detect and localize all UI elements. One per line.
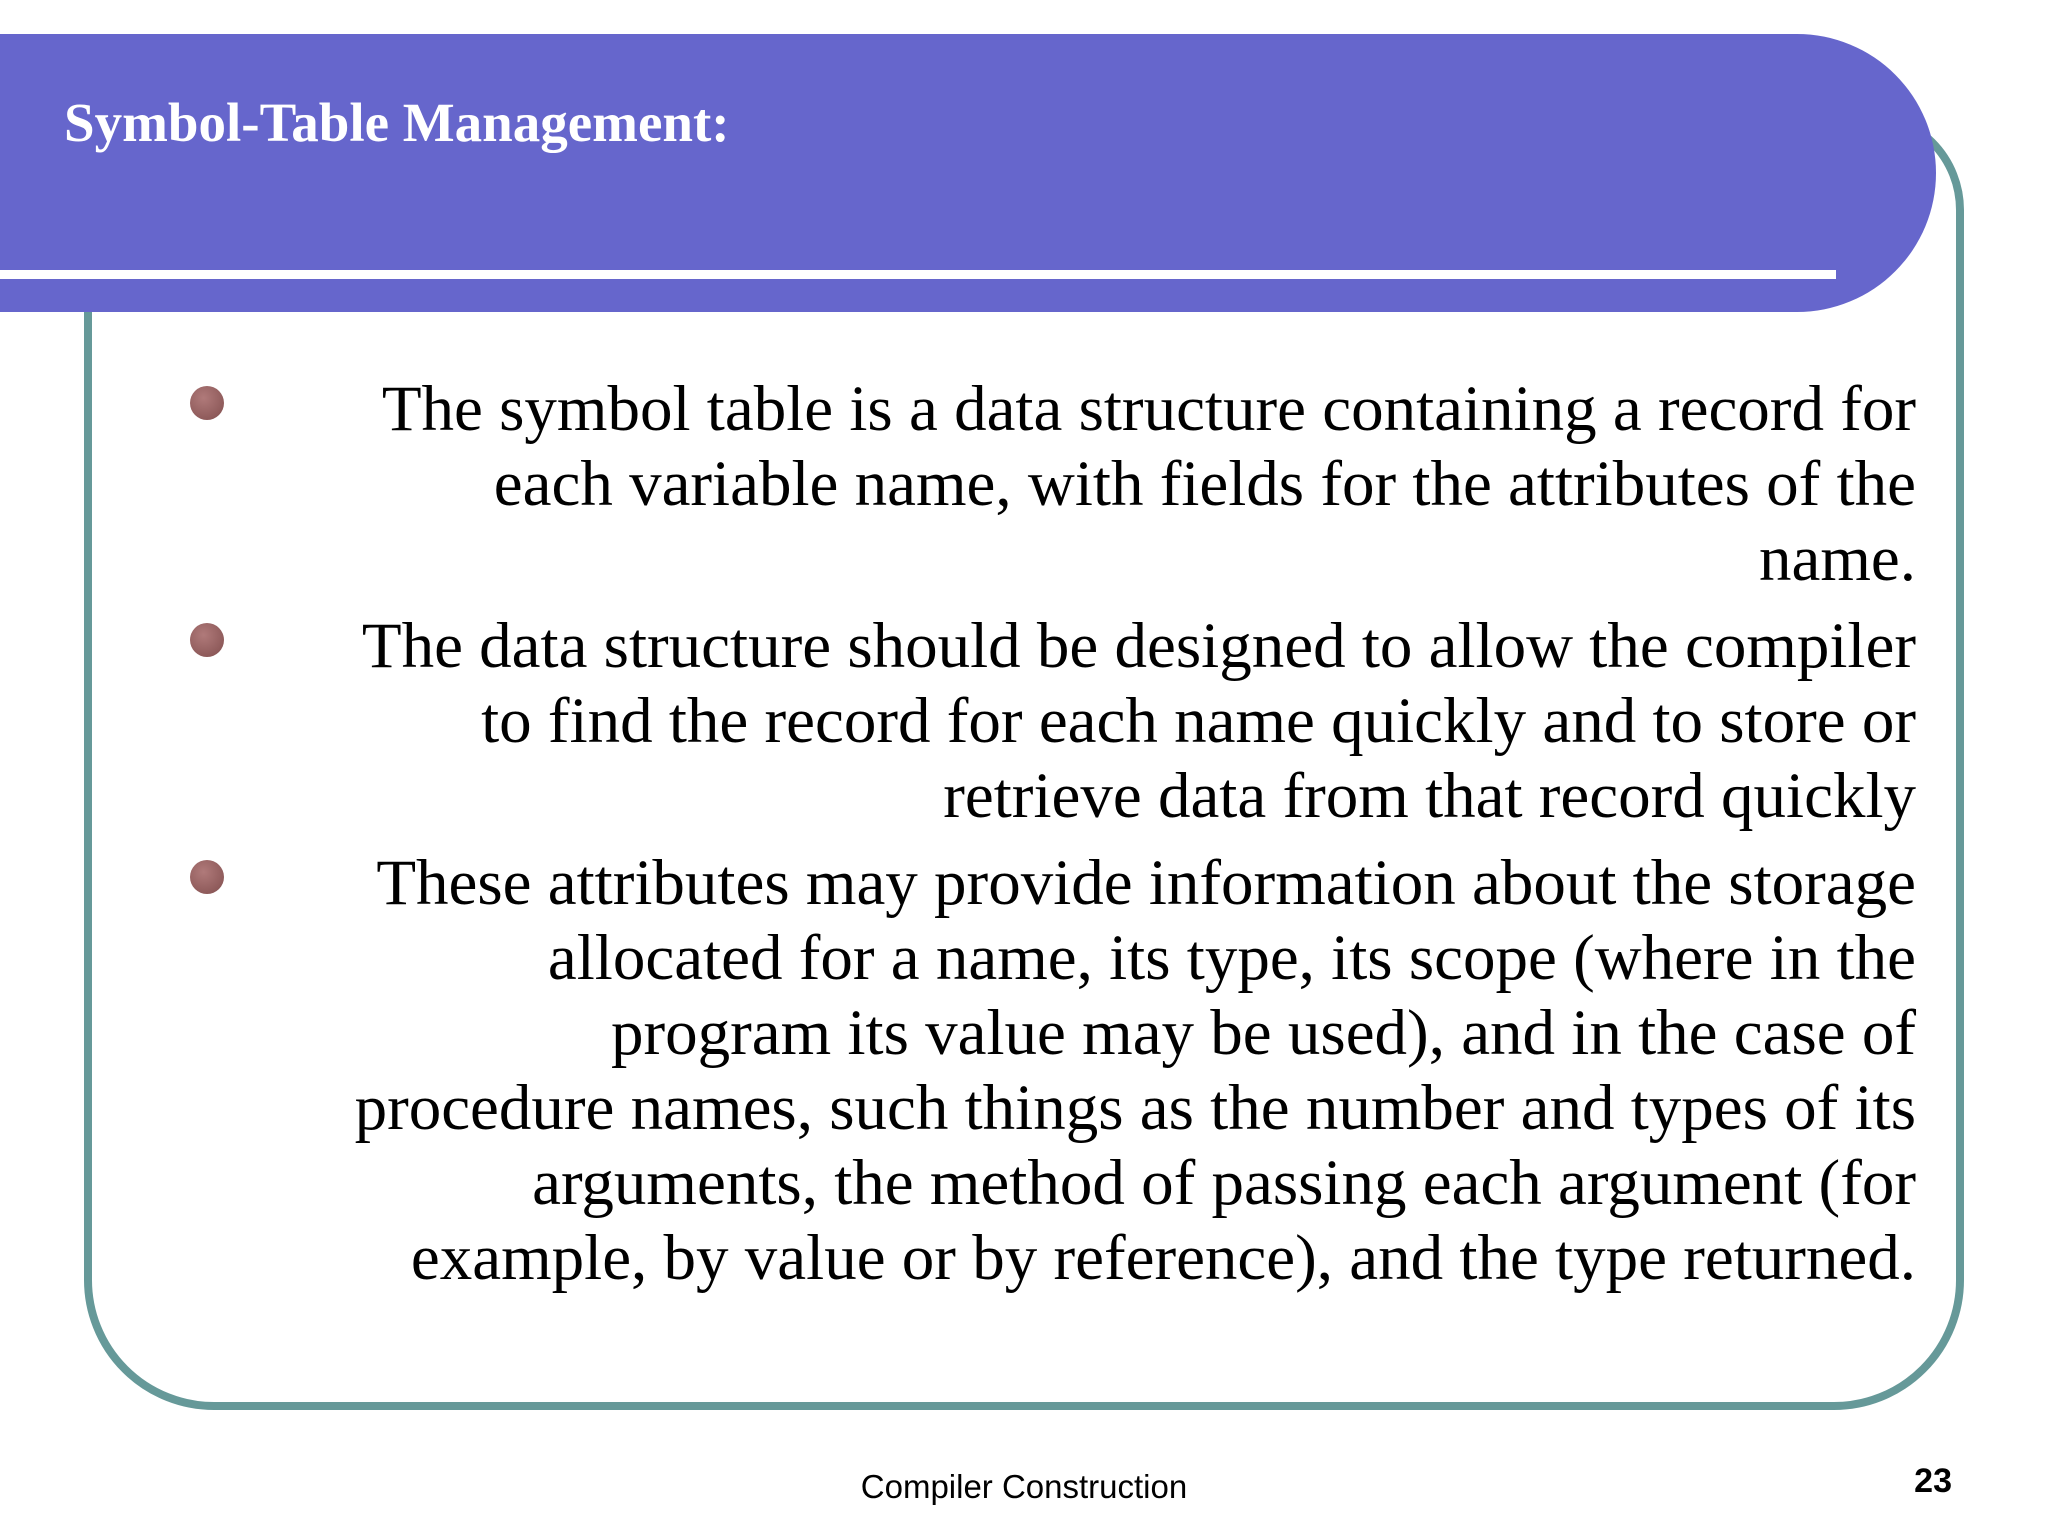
banner-divider bbox=[0, 270, 1836, 279]
bullet-item bbox=[176, 609, 1916, 834]
bullet-item bbox=[176, 846, 1916, 1296]
bullet-line: example, by value or by reference), and the type returned. bbox=[410, 1222, 1916, 1294]
bullet-line: The symbol table is a data structure containing a record for bbox=[381, 373, 1916, 445]
bullet-line: allocated for a name, its type, its scope (where in the bbox=[547, 922, 1916, 994]
bullet-line: name. bbox=[1758, 523, 1916, 595]
bullet-line: program its value may be used), and in the case of bbox=[611, 997, 1916, 1069]
bullet-dot-icon bbox=[190, 386, 224, 420]
bullet-item bbox=[176, 372, 1916, 597]
page-number: 23 bbox=[1914, 1462, 1952, 1500]
bullet-dot-icon bbox=[190, 860, 224, 894]
bullet-line: procedure names, such things as the number and types of its bbox=[354, 1072, 1916, 1144]
bullet-line: arguments, the method of passing each argument (for bbox=[532, 1147, 1916, 1219]
slide-title: Symbol-Table Management: bbox=[64, 92, 730, 153]
bullet-line: retrieve data from that record quickly bbox=[943, 760, 1916, 832]
bullet-line: each variable name, with fields for the attributes of the bbox=[493, 448, 1916, 520]
bullet-dot-icon bbox=[190, 623, 224, 657]
bullet-line: The data structure should be designed to allow the compiler bbox=[361, 610, 1916, 682]
bullet-line: These attributes may provide information about the storage bbox=[376, 847, 1916, 919]
bullet-line: to find the record for each name quickly and to store or bbox=[481, 685, 1916, 757]
footer-text: Compiler Construction bbox=[860, 1468, 1188, 1505]
bullet-list bbox=[176, 372, 1916, 1308]
